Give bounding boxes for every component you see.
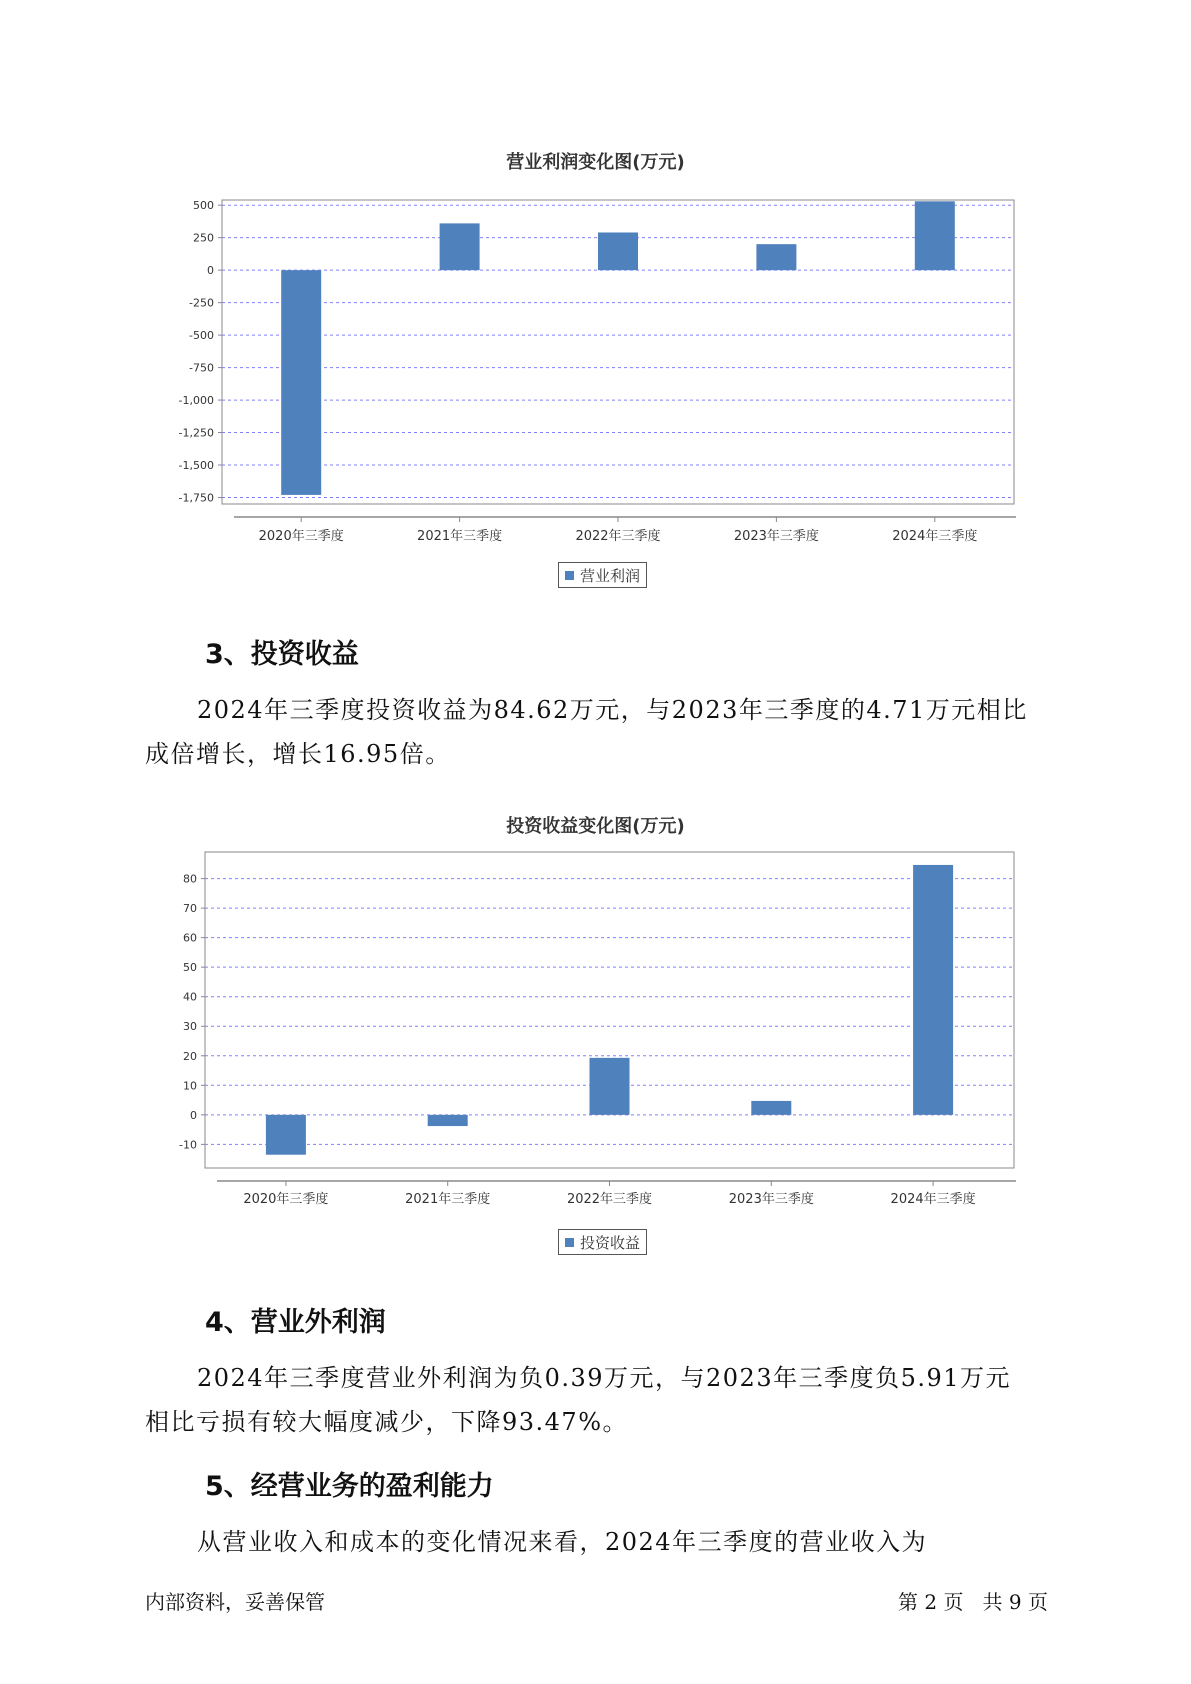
chart2-legend [558, 1229, 647, 1255]
x-tick-label: 2021年三季度 [417, 529, 503, 544]
chart1-legend-label: 营业利润 [580, 566, 641, 585]
y-tick-label: -1,000 [178, 394, 214, 408]
y-tick-label: -1,500 [178, 459, 214, 473]
y-tick-label: 0 [207, 264, 214, 278]
bar [751, 1101, 791, 1115]
y-tick-label: -1,250 [178, 426, 214, 440]
y-tick-label: 20 [183, 1049, 197, 1063]
y-tick-label: 40 [183, 990, 197, 1004]
bar [590, 1058, 630, 1115]
y-tick-label: 80 [183, 872, 197, 886]
x-tick-label: 2022年三季度 [575, 529, 661, 544]
x-tick-label: 2024年三季度 [890, 1192, 976, 1207]
y-tick-label: 50 [183, 961, 197, 975]
chart2-title: 投资收益变化图(万元) [506, 816, 685, 837]
bar [913, 865, 953, 1115]
x-tick-label: 2022年三季度 [566, 1192, 653, 1207]
y-tick-label: 70 [183, 902, 197, 916]
section4-heading: 4、营业外利润 [205, 1307, 386, 1338]
x-tick-label: 2023年三季度 [733, 529, 819, 544]
section5-line1: 从营业收入和成本的变化情况来看，2024年三季度的营业收入为 [197, 1528, 928, 1556]
x-tick-label: 2024年三季度 [892, 529, 978, 544]
footer-confidential: 内部资料，妥善保管 [145, 1590, 325, 1614]
section3-line1: 2024年三季度投资收益为84.62万元，与2023年三季度的4.71万元相比 [197, 696, 1028, 724]
y-tick-label: -10 [179, 1138, 197, 1152]
legend-swatch [565, 1238, 574, 1247]
y-tick-label: 0 [190, 1108, 197, 1122]
y-tick-label: 10 [183, 1079, 197, 1093]
y-tick-label: -750 [189, 361, 214, 375]
y-tick-label: 60 [183, 931, 197, 945]
bar [266, 1115, 306, 1155]
bar [428, 1115, 468, 1126]
y-tick-label: 30 [183, 1020, 197, 1034]
plot-area [205, 852, 1014, 1168]
section4-line2: 相比亏损有较大幅度减少，下降93.47%。 [145, 1408, 629, 1436]
section3-heading: 3、投资收益 [205, 639, 359, 670]
section5-heading: 5、经营业务的盈利能力 [205, 1471, 494, 1502]
chart2-legend-label: 投资收益 [580, 1233, 641, 1252]
y-tick-label: -250 [189, 296, 214, 310]
x-tick-label: 2020年三季度 [258, 529, 344, 544]
x-tick-label: 2020年三季度 [243, 1192, 329, 1207]
section3-line2: 成倍增长，增长16.95倍。 [145, 740, 451, 768]
y-tick-label: -500 [189, 329, 214, 343]
x-tick-label: 2021年三季度 [405, 1192, 491, 1207]
section5-paragraph [145, 1520, 1065, 1564]
y-tick-label: 500 [193, 199, 214, 213]
section4-paragraph [145, 1356, 1065, 1444]
x-tick-label: 2023年三季度 [728, 1192, 814, 1207]
y-tick-label: 250 [193, 231, 214, 245]
y-tick-label: -1,750 [178, 491, 214, 505]
section4-line1: 2024年三季度营业外利润为负0.39万元，与2023年三季度负5.91万元 [197, 1364, 1012, 1392]
footer-page-number: 第 2 页 共 9 页 [898, 1590, 1048, 1614]
chart1-title: 营业利润变化图(万元) [506, 152, 685, 173]
